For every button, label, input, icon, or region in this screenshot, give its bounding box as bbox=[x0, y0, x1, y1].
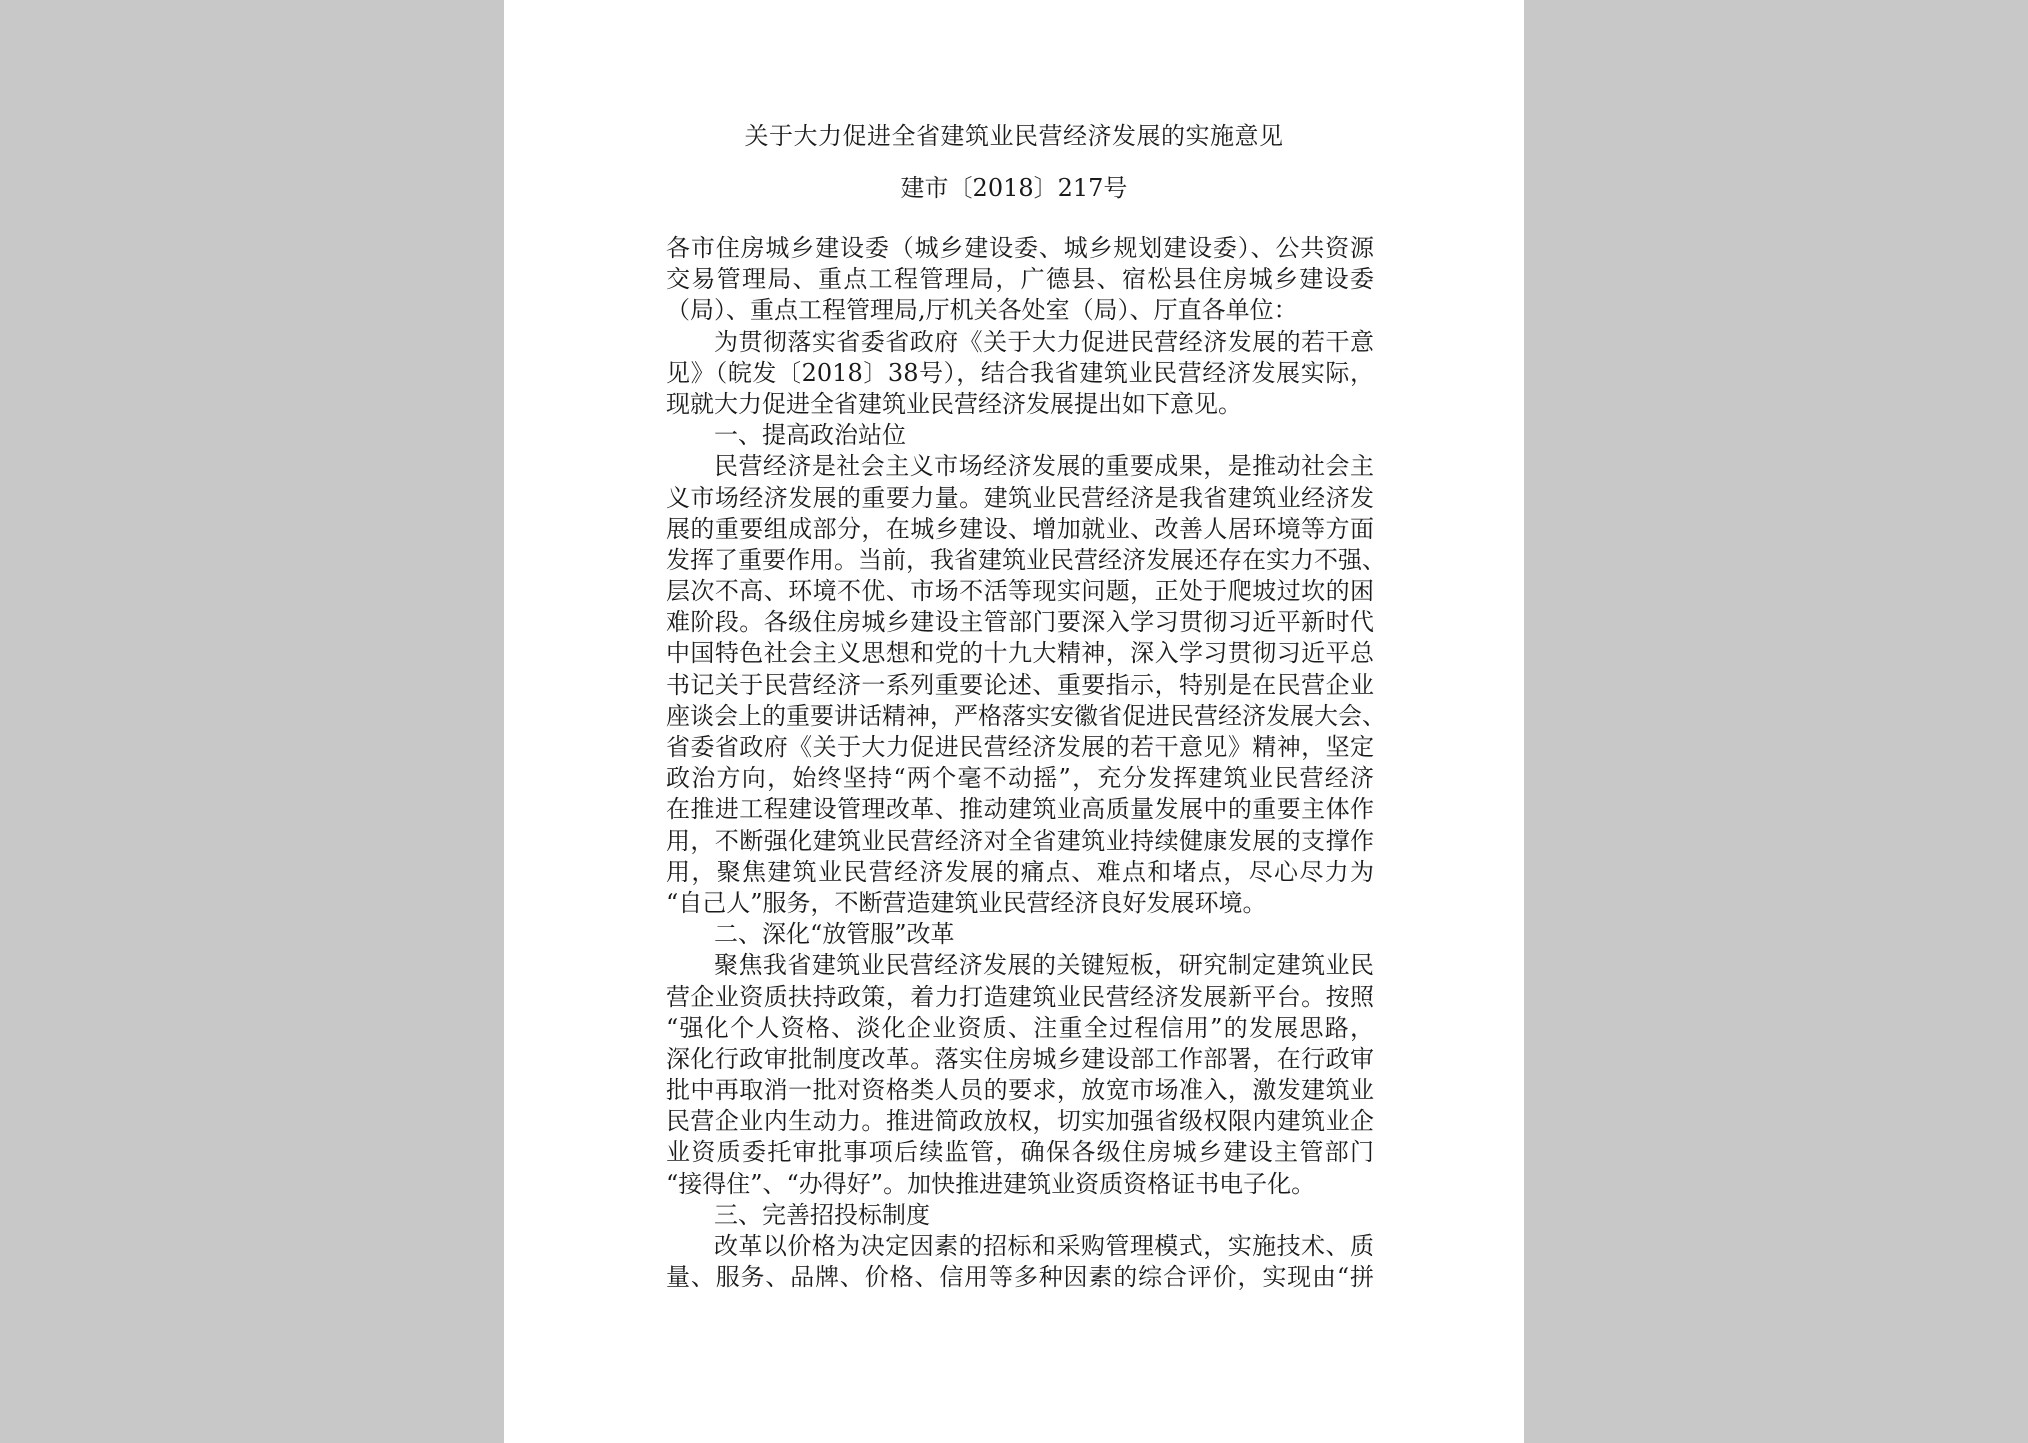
body-text-line: （局）、重点工程管理局,厅机关各处室（局）、厅直各单位： bbox=[666, 296, 1298, 325]
body-text-line: 民营经济是社会主义市场经济发展的重要成果，是推动社会主 bbox=[714, 452, 1374, 481]
section-heading: 一、提高政治站位 bbox=[714, 421, 906, 450]
body-text-line: 省委省政府《关于大力促进民营经济发展的若干意见》精神，坚定 bbox=[666, 733, 1374, 761]
body-text-line: 见》（皖发〔2018〕38号），结合我省建筑业民营经济发展实际， bbox=[666, 358, 1374, 387]
document-page bbox=[504, 0, 1524, 1443]
body-text-line: 深化行政审批制度改革。落实住房城乡建设部工作部署，在行政审 bbox=[666, 1044, 1374, 1073]
body-text-line: 层次不高、环境不优、市场不活等现实问题，正处于爬坡过坎的困 bbox=[666, 577, 1374, 606]
body-text-line: 中国特色社会主义思想和党的十九大精神，深入学习贯彻习近平总 bbox=[666, 639, 1374, 668]
document-body bbox=[666, 233, 1386, 1293]
body-text-line: 用，不断强化建筑业民营经济对全省建筑业持续健康发展的支撑作 bbox=[666, 826, 1374, 855]
body-text-line: 各市住房城乡建设委（城乡建设委、城乡规划建设委）、公共资源 bbox=[666, 234, 1374, 262]
document-number: 建市〔2018〕217号 bbox=[900, 174, 1128, 202]
body-text-line: 发挥了重要作用。当前，我省建筑业民营经济发展还存在实力不强、 bbox=[666, 545, 1386, 574]
body-text-line: 聚焦我省建筑业民营经济发展的关键短板，研究制定建筑业民 bbox=[714, 951, 1374, 980]
body-text-line: 座谈会上的重要讲话精神，严格落实安徽省促进民营经济发展大会、 bbox=[666, 701, 1386, 730]
body-text-line: “强化个人资格、淡化企业资质、注重全过程信用”的发展思路， bbox=[666, 1013, 1374, 1042]
body-text-line: 量、服务、品牌、价格、信用等多种因素的综合评价，实现由“拼 bbox=[666, 1263, 1374, 1292]
body-text-line: “接得住”、“办得好”。加快推进建筑业资质资格证书电子化。 bbox=[666, 1169, 1316, 1198]
body-text-line: 批中再取消一批对资格类人员的要求，放宽市场准入，激发建筑业 bbox=[666, 1076, 1374, 1105]
body-text-line: 难阶段。各级住房城乡建设主管部门要深入学习贯彻习近平新时代 bbox=[666, 608, 1374, 637]
body-text-line: 展的重要组成部分，在城乡建设、增加就业、改善人居环境等方面 bbox=[666, 514, 1374, 543]
body-text-line: 交易管理局、重点工程管理局，广德县、宿松县住房城乡建设委 bbox=[666, 265, 1374, 294]
section-heading: 三、完善招投标制度 bbox=[714, 1200, 930, 1229]
body-text-line: 民营企业内生动力。推进简政放权，切实加强省级权限内建筑业企 bbox=[666, 1107, 1374, 1136]
document-title: 关于大力促进全省建筑业民营经济发展的实施意见 bbox=[744, 122, 1284, 150]
body-text-line: 业资质委托审批事项后续监管，确保各级住房城乡建设主管部门 bbox=[666, 1138, 1374, 1167]
body-text-line: 义市场经济发展的重要力量。建筑业民营经济是我省建筑业经济发 bbox=[666, 483, 1374, 512]
body-text-line: 书记关于民营经济一系列重要论述、重要指示，特别是在民营企业 bbox=[666, 670, 1374, 699]
body-text-line: 改革以价格为决定因素的招标和采购管理模式，实施技术、质 bbox=[714, 1232, 1374, 1260]
body-text-line: 用，聚焦建筑业民营经济发展的痛点、难点和堵点，尽心尽力为 bbox=[666, 857, 1374, 886]
body-text-line: “自己人”服务，不断营造建筑业民营经济良好发展环境。 bbox=[666, 888, 1267, 917]
body-text-line: 在推进工程建设管理改革、推动建筑业高质量发展中的重要主体作 bbox=[666, 795, 1374, 824]
body-text-line: 现就大力促进全省建筑业民营经济发展提出如下意见。 bbox=[666, 389, 1242, 418]
body-text-line: 为贯彻落实省委省政府《关于大力促进民营经济发展的若干意 bbox=[714, 327, 1374, 356]
body-text-line: 政治方向，始终坚持“两个毫不动摇”，充分发挥建筑业民营经济 bbox=[666, 764, 1374, 793]
body-text-line: 营企业资质扶持政策，着力打造建筑业民营经济发展新平台。按照 bbox=[666, 982, 1374, 1011]
section-heading: 二、深化“放管服”改革 bbox=[714, 920, 955, 949]
